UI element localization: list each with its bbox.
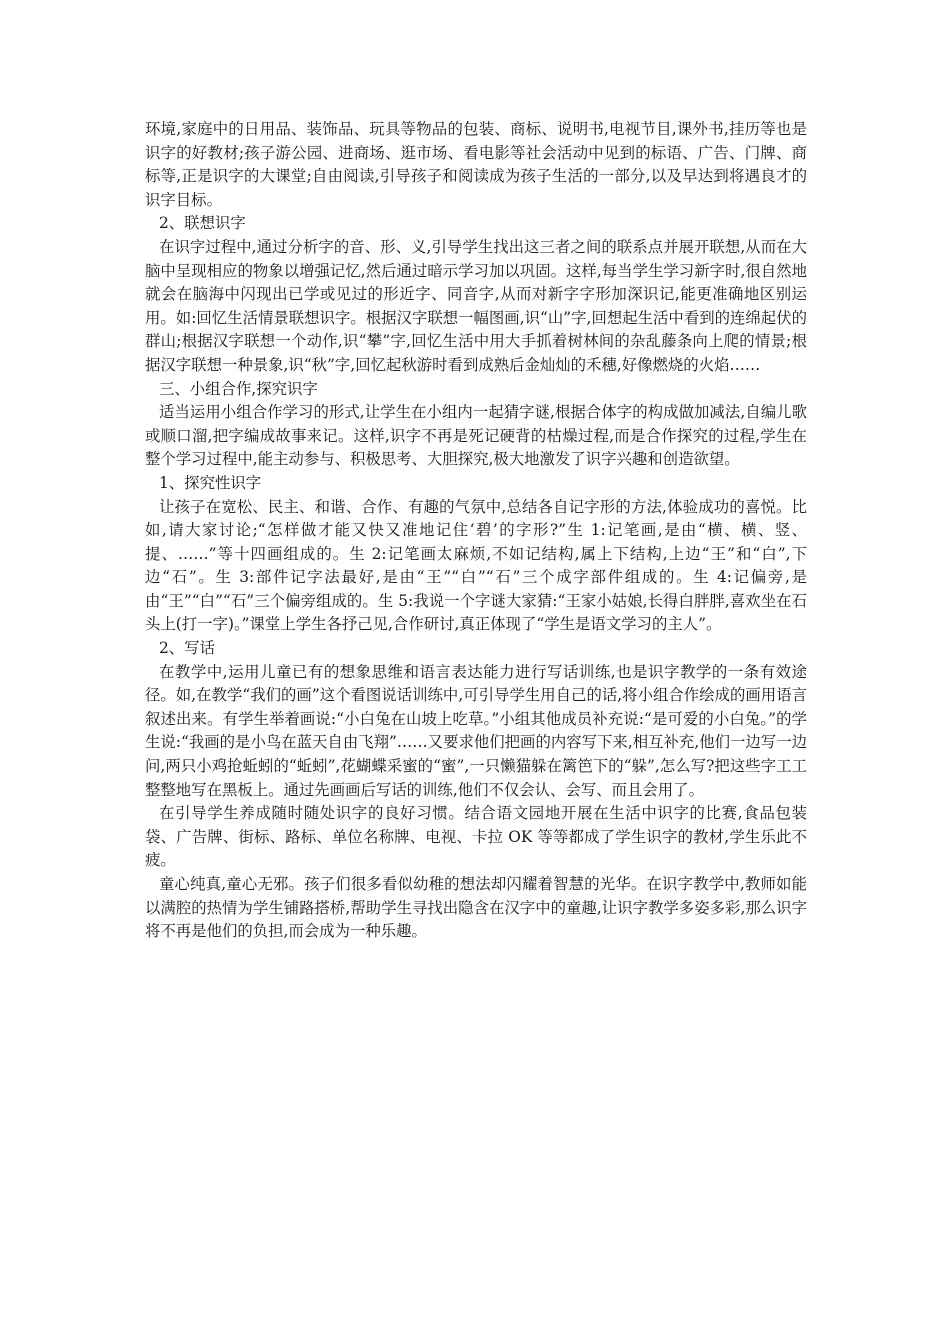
paragraph-group-cooperation: 适当运用小组合作学习的形式,让学生在小组内一起猜字谜,根据合体字的构成做加减法,自编儿歌或顺口溜,把字编成故事来记。这样,识字不再是死记硬背的枯燥过程,而是合作探究的过程,学生在整个学习过程中,能主动参与、积极思考、大胆探究,极大地激发了识字兴趣和创造欲望。 — [145, 403, 807, 469]
paragraph-habits: 在引导学生养成随时随处识字的良好习惯。结合语文园地开展在生活中识字的比赛,食品包装袋、广告牌、街标、路标、单位名称牌、电视、卡拉 OK 等等都成了学生识字的教材,学生乐此不疲。 — [145, 804, 807, 870]
heading-association-literacy: 2、联想识字 — [159, 214, 246, 233]
paragraph-environment: 环境,家庭中的日用品、装饰品、玩具等物品的包装、商标、说明书,电视节目,课外书,挂历等也是识字的好教材;孩子游公园、进商场、逛市场、看电影等社会活动中见到的标语、广告、门牌、商标等,正是识字的大课堂;自由阅读,引导孩子和阅读成为孩子生活的一部分,以及早达到将遇良才的识字目标。 — [145, 120, 807, 209]
heading-writing: 2、写话 — [159, 639, 215, 658]
paragraph-exploratory: 让孩子在宽松、民主、和谐、合作、有趣的气氛中,总结各自记字形的方法,体验成功的喜悦。比如,请大家讨论;“怎样做才能又快又准地记住‘碧’的字形?”生 1:记笔画,是由“横、横、竖、提、……”等十四画组成的。生 2:记笔画太麻烦,不如记结构,属上下结构,上边“王”和“白”,下边“石”。生 3:部件记字法最好,是由“王”“白”“石”三个成字部件组成的。生 4:记偏旁,是由“王”“白”“石”三个偏旁组成的。生 5:我说一个字谜大家猜:“王家小姑娘,长得白胖胖,喜欢坐在石头上(打一字)。”课堂上学生各抒己见,合作研讨,真正体现了“学生是语文学习的主人”。 — [145, 497, 807, 634]
document-body — [145, 118, 807, 944]
paragraph-conclusion: 童心纯真,童心无邪。孩子们很多看似幼稚的想法却闪耀着智慧的光华。在识字教学中,教师如能以满腔的热情为学生铺路搭桥,帮助学生寻找出隐含在汉字中的童趣,让识字教学多姿多彩,那么识字将不再是他们的负担,而会成为一种乐趣。 — [145, 875, 807, 941]
heading-exploratory-literacy: 1、探究性识字 — [159, 473, 262, 492]
heading-group-cooperation: 三、小组合作,探究识字 — [159, 379, 318, 398]
paragraph-writing: 在教学中,运用儿童已有的想象思维和语言表达能力进行写话训练,也是识字教学的一条有效途径。如,在教学“我们的画”这个看图说话训练中,可引导学生用自己的话,将小组合作绘成的画用语言叙述出来。有学生举着画说:“小白兔在山坡上吃草。”小组其他成员补充说:“是可爱的小白兔。”的学生说:“我画的是小鸟在蓝天自由飞翔”……又要求他们把画的内容写下来,相互补充,他们一边写一边问,两只小鸡抢蚯蚓的“蚯蚓”,花蝴蝶采蜜的“蜜”,一只懒猫躲在篱笆下的“躲”,怎么写?把这些字工工整整地写在黑板上。通过先画画后写话的训练,他们不仅会认、会写、而且会用了。 — [145, 662, 807, 799]
paragraph-association: 在识字过程中,通过分析字的音、形、义,引导学生找出这三者之间的联系点并展开联想,从而在大脑中呈现相应的物象以增强记忆,然后通过暗示学习加以巩固。这样,每当学生学习新字时,很自然地就会在脑海中闪现出已学或见过的形近字、同音字,从而对新字字形加深识记,能更准确地区别运用。如:回忆生活情景联想识字。根据汉字联想一幅图画,识“山”字,回想起生活中看到的连绵起伏的群山;根据汉字联想一个动作,识“攀”字,回忆生活中用大手抓着树林间的杂乱藤条向上爬的情景;根据汉字联想一种景象,识“秋”字,回忆起秋游时看到成熟后金灿灿的禾穗,好像燃烧的火焰…… — [145, 237, 807, 374]
